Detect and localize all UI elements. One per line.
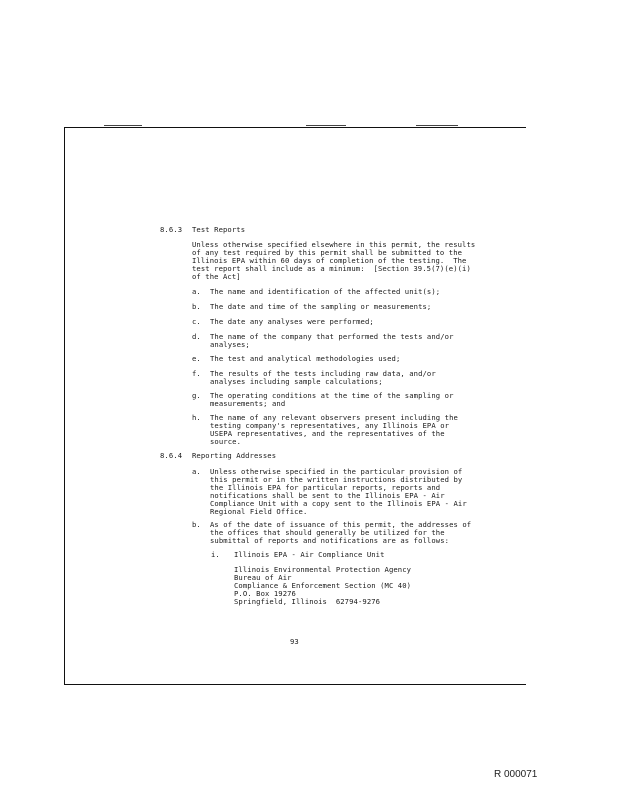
list-item-line: submittal of reports and notifications are as follows: <box>210 536 450 545</box>
list-item-line: The date and time of the sampling or measurements; <box>210 302 432 311</box>
list-item-line: The name and identification of the affected unit(s); <box>210 287 441 296</box>
address-line: Bureau of Air <box>234 573 292 582</box>
paragraph-line: of any test required by this permit shall be submitted to the <box>192 248 463 257</box>
list-item-line: the offices that should generally be utilized for the <box>210 528 445 537</box>
list-item-line: Regional Field Office. <box>210 507 308 516</box>
subitem-title: Illinois EPA - Air Compliance Unit <box>234 550 385 559</box>
list-item-line: notifications shall be sent to the Illinois EPA - Air <box>210 491 445 500</box>
list-item-line: The operating conditions at the time of the sampling or <box>210 391 454 400</box>
list-item-line: Unless otherwise specified in the particular provision of <box>210 467 463 476</box>
list-item-line: Compliance Unit with a copy sent to the Illinois EPA - Air <box>210 499 467 508</box>
list-item-line: The name of any relevant observers present including the <box>210 413 458 422</box>
list-letter: f. <box>192 369 201 378</box>
list-item-line: The name of the company that performed the tests and/or <box>210 332 454 341</box>
address-line: Compliance & Enforcement Section (MC 40) <box>234 581 412 590</box>
list-item-line: analyses including sample calculations; <box>210 377 383 386</box>
section-title: Test Reports <box>192 225 246 234</box>
list-letter: a. <box>192 287 201 296</box>
list-item-line: As of the date of issuance of this permit, the addresses of <box>210 520 472 529</box>
paragraph-line: test report shall include as a minimum: [Section 39.5(7)(e)(i) <box>192 264 471 273</box>
list-item-line: testing company's representatives, any Illinois EPA or <box>210 421 450 430</box>
bates-number: R 000071 <box>494 769 538 780</box>
list-item-line: The test and analytical methodologies used; <box>210 354 401 363</box>
address-line: Springfield, Illinois 62794-9276 <box>234 597 381 606</box>
list-item-line: source. <box>210 437 241 446</box>
list-letter: a. <box>192 467 201 476</box>
address-line: P.O. Box 19276 <box>234 589 296 598</box>
list-item-line: analyses; <box>210 340 250 349</box>
paragraph-line: Illinois EPA within 60 days of completion of the testing. The <box>192 256 467 265</box>
paragraph-line: of the Act] <box>192 272 241 281</box>
list-letter: b. <box>192 302 201 311</box>
list-letter: h. <box>192 413 201 422</box>
list-item-line: The date any analyses were performed; <box>210 317 374 326</box>
section-number: 8.6.3 <box>160 225 183 234</box>
address-line: Illinois Environmental Protection Agency <box>234 565 412 574</box>
list-letter: b. <box>192 520 201 529</box>
paragraph-line: Unless otherwise specified elsewhere in this permit, the results <box>192 240 476 249</box>
list-item-line: The results of the tests including raw data, and/or <box>210 369 436 378</box>
section-title: Reporting Addresses <box>192 451 277 460</box>
subitem-number: i. <box>211 550 220 559</box>
list-item-line: USEPA representatives, and the representatives of the <box>210 429 445 438</box>
list-item-line: measurements; and <box>210 399 286 408</box>
list-letter: d. <box>192 332 201 341</box>
list-letter: g. <box>192 391 201 400</box>
page-number: 93 <box>290 637 299 646</box>
section-number: 8.6.4 <box>160 451 183 460</box>
list-letter: c. <box>192 317 201 326</box>
list-item-line: the Illinois EPA for particular reports, reports and <box>210 483 441 492</box>
list-letter: e. <box>192 354 201 363</box>
list-item-line: this permit or in the written instructions distributed by <box>210 475 463 484</box>
